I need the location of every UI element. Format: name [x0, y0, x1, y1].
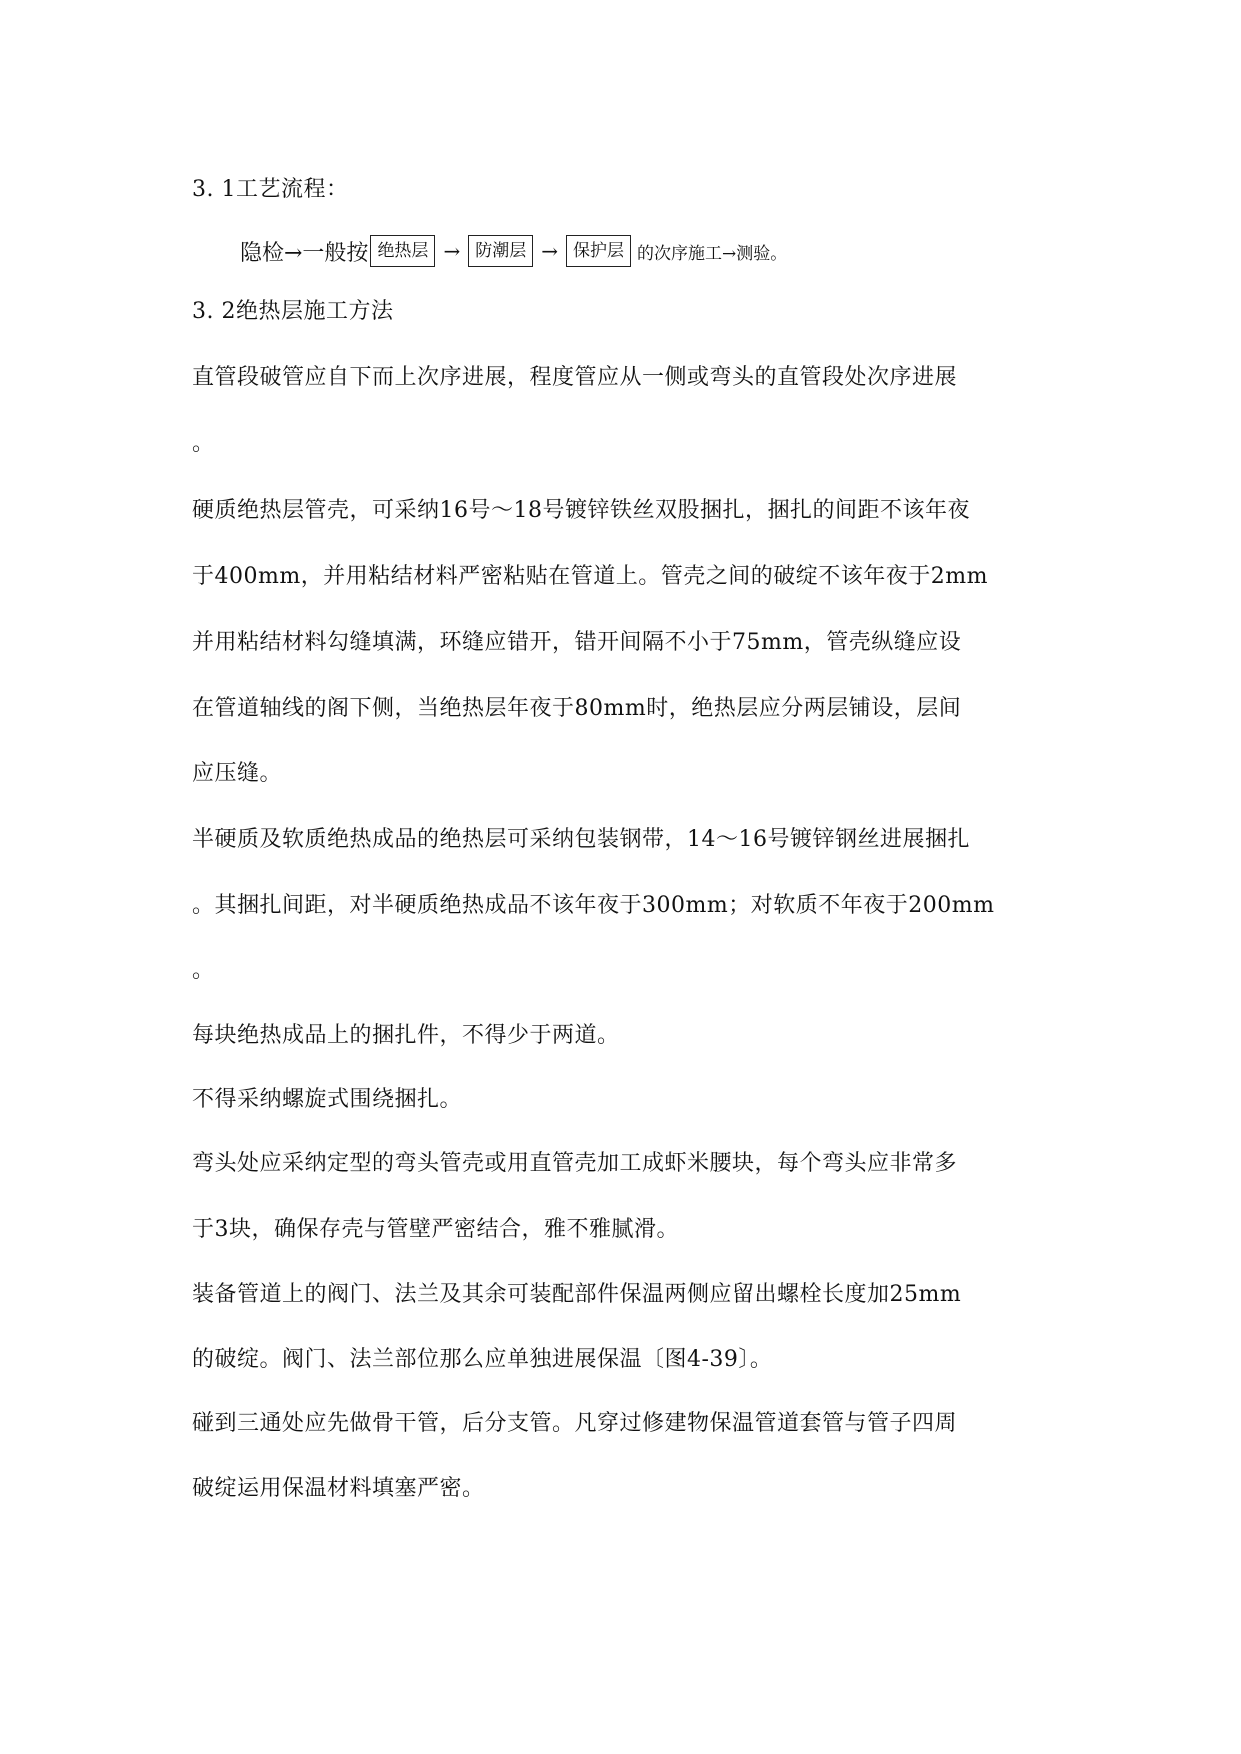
arrow-right-icon: →: [443, 239, 461, 263]
arrow-right-icon: →: [541, 239, 558, 263]
paragraph-line: 。其捆扎间距，对半硬质绝热成品不该年夜于300mm；对软质不年夜于200mm: [192, 893, 995, 918]
flow-prefix: 隐检→一般按: [240, 240, 369, 266]
paragraph-line: 装备管道上的阀门、法兰及其余可装配部件保温两侧应留出螺栓长度加25mm: [192, 1282, 962, 1307]
paragraph-line: 。: [192, 958, 215, 983]
paragraph-line: 直管段破管应自下而上次序进展，程度管应从一侧或弯头的直管段处次序进展: [192, 365, 958, 390]
section-heading-3-2: 3. 2绝热层施工方法: [192, 299, 394, 324]
paragraph-line: 弯头处应采纳定型的弯头管壳或用直管壳加工成虾米腰块，每个弯头应非常多: [192, 1151, 958, 1176]
flow-box-protection: 保护层: [566, 235, 631, 267]
paragraph-line: 硬质绝热层管壳，可采纳16号～18号镀锌铁丝双股捆扎，捆扎的间距不该年夜: [192, 498, 970, 523]
paragraph-line: 应压缝。: [192, 761, 283, 786]
paragraph-line: 于400mm，并用粘结材料严密粘贴在管道上。管壳之间的破绽不该年夜于2mm: [192, 564, 988, 589]
paragraph-line: 每块绝热成品上的捆扎件，不得少于两道。: [192, 1023, 620, 1048]
paragraph-line: 半硬质及软质绝热成品的绝热层可采纳包装钢带，14～16号镀锌钢丝进展捆扎: [192, 827, 970, 852]
paragraph-line: 不得采纳螺旋式围绕捆扎。: [192, 1087, 463, 1112]
paragraph-line: 碰到三通处应先做骨干管，后分支管。凡穿过修建物保温管道套管与管子四周: [192, 1411, 958, 1436]
paragraph-line: 在管道轴线的阁下侧，当绝热层年夜于80mm时，绝热层应分两层铺设，层间: [192, 696, 962, 721]
paragraph-line: 于3块，确保存壳与管壁严密结合，雅不雅腻滑。: [192, 1217, 679, 1242]
flow-box-moisture: 防潮层: [468, 235, 533, 267]
section-heading-3-1: 3. 1工艺流程：: [192, 177, 349, 202]
paragraph-line: 。: [192, 431, 215, 456]
process-flow: [240, 231, 787, 271]
flow-suffix: 的次序施工→测验。: [636, 243, 788, 264]
paragraph-line: 的破绽。阀门、法兰部位那么应单独进展保温〔图4-39〕。: [192, 1347, 773, 1372]
flow-box-insulation: 绝热层: [370, 235, 435, 267]
paragraph-line: 并用粘结材料勾缝填满，环缝应错开，错开间隔不小于75mm，管壳纵缝应设: [192, 630, 962, 655]
paragraph-line: 破绽运用保温材料填塞严密。: [192, 1476, 485, 1501]
